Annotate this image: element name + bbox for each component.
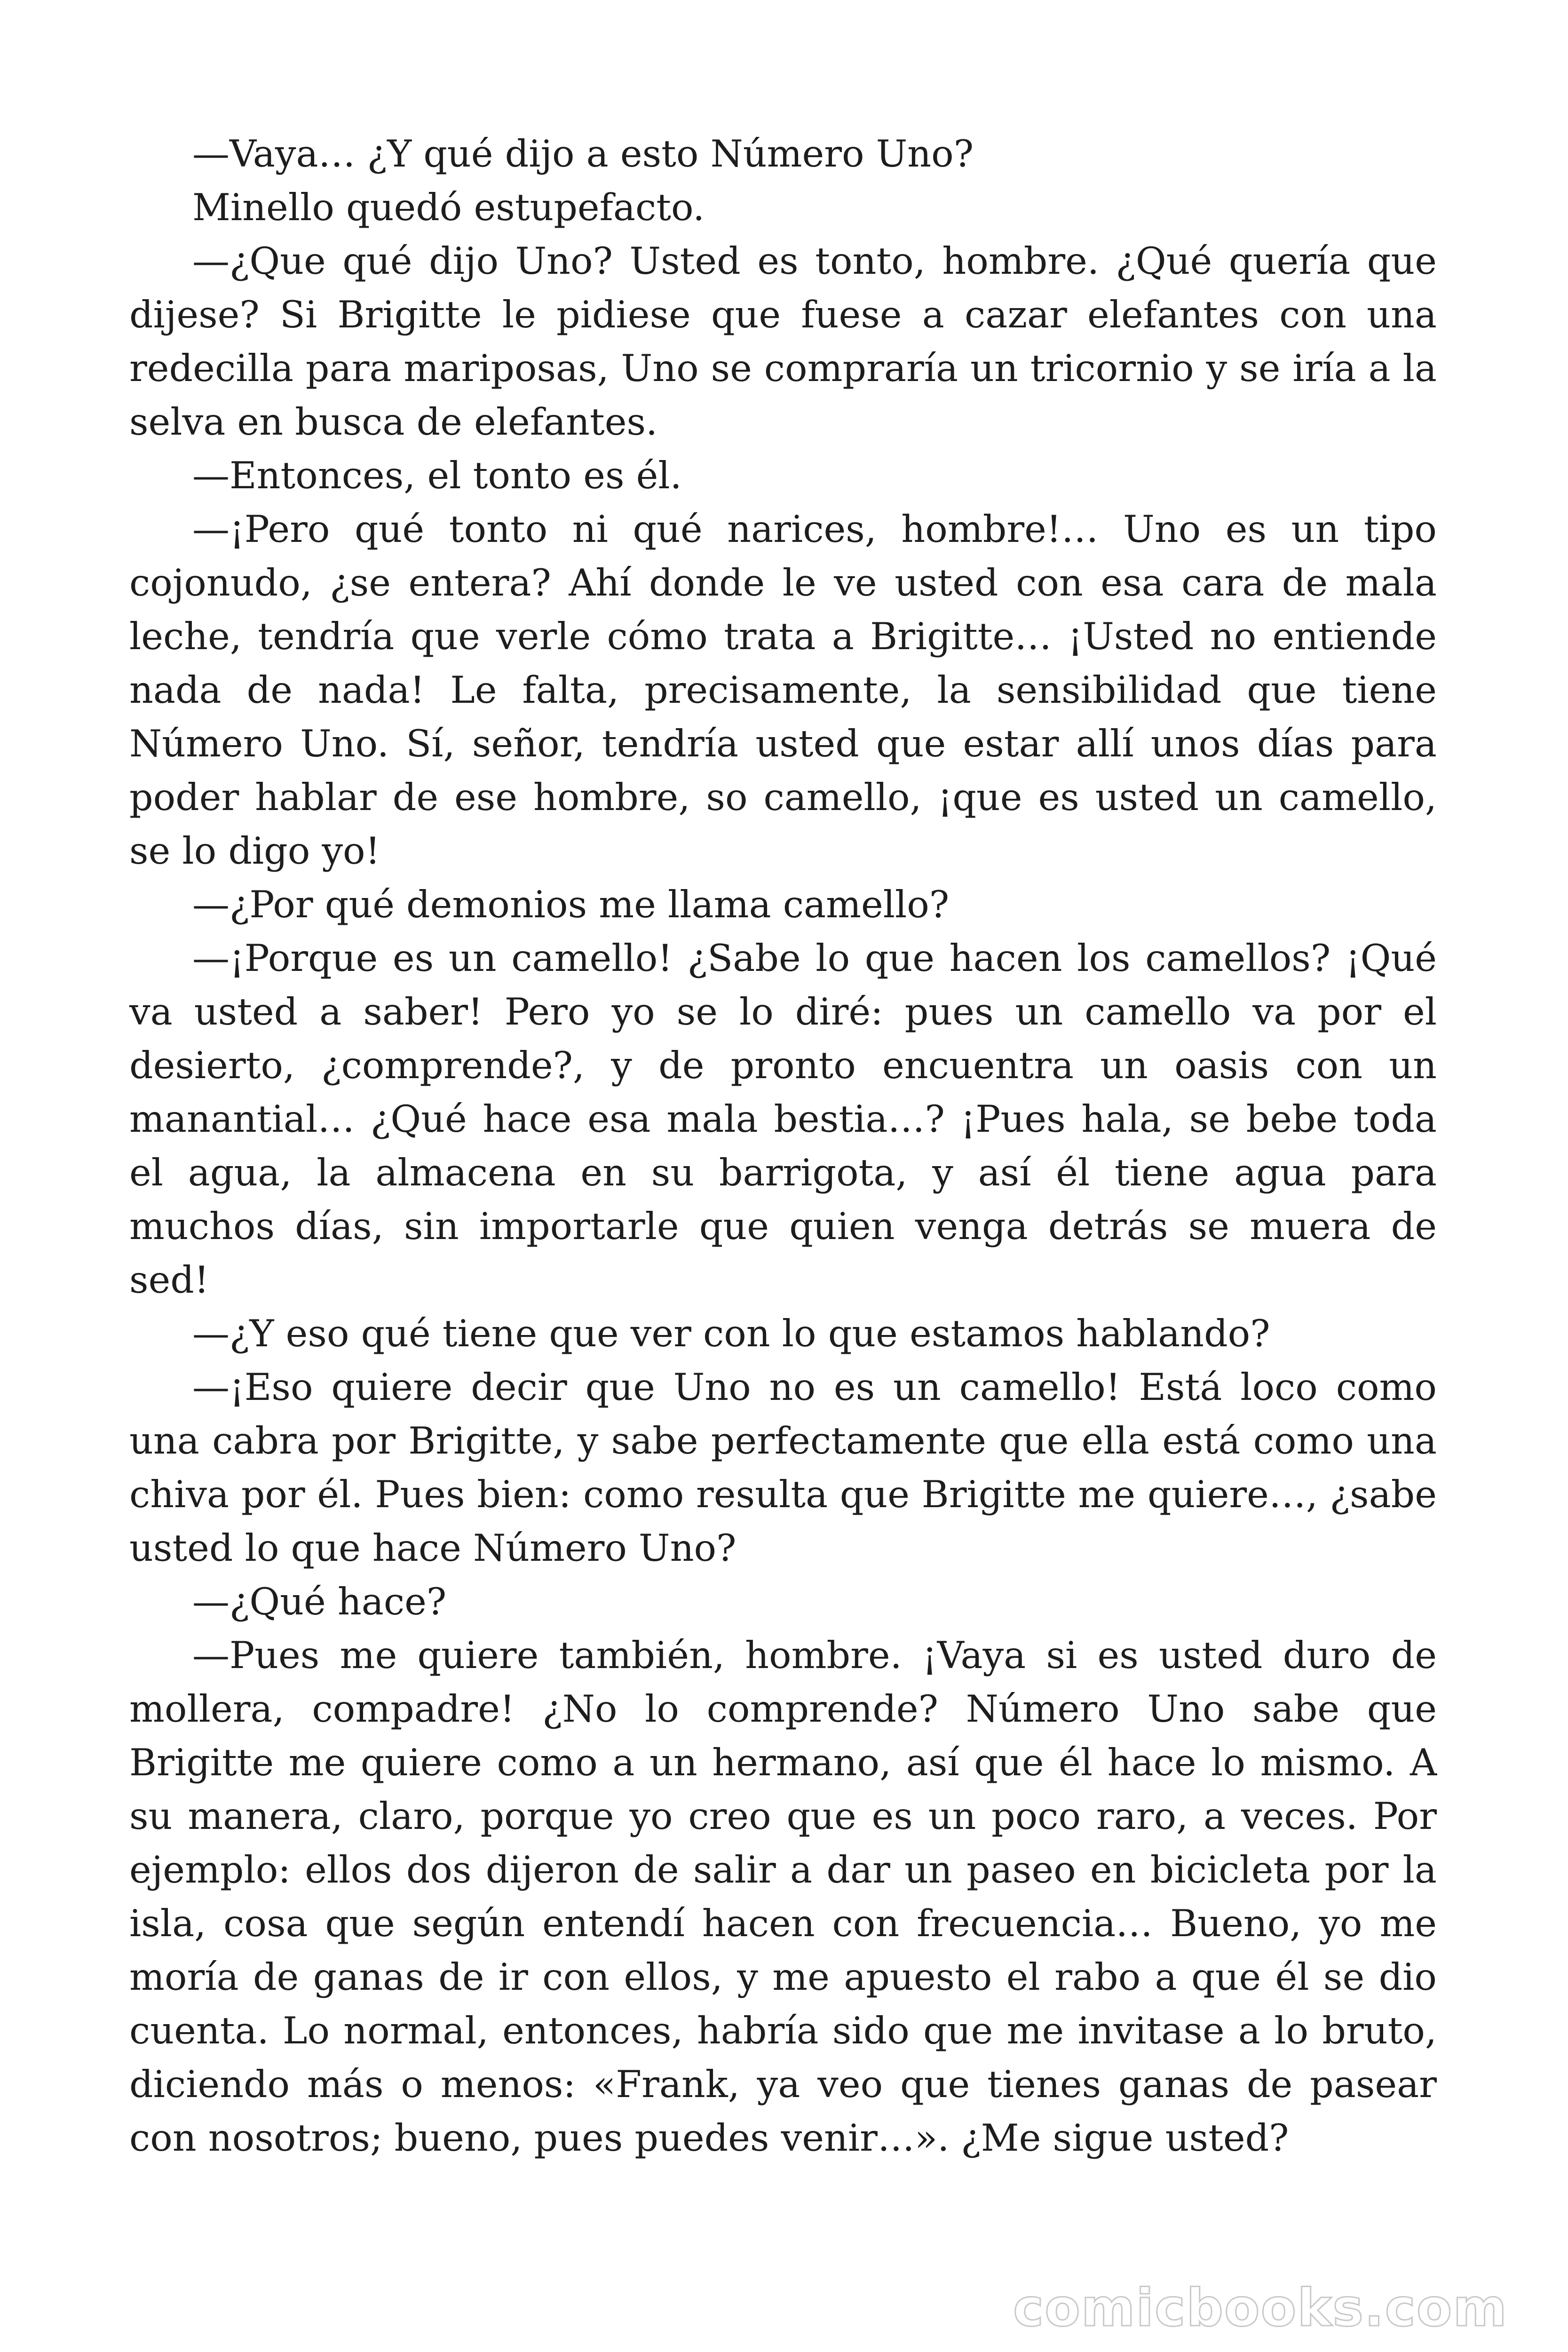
paragraph: —¿Que qué dijo Uno? Usted es tonto, hombre. ¿Qué quería que dijese? Si Brigitte le pidiese que fuese a cazar elefantes con una redecilla para mariposas, Uno se compraría un tricornio y se iría a la selva en busca de elefantes. — [129, 239, 1437, 444]
paragraph: —¡Porque es un camello! ¿Sabe lo que hacen los camellos? ¡Qué va usted a saber! Pero yo se lo diré: pues un camello va por el desierto, ¿comprende?, y de pronto encuentra un oasis con un manantial… ¿Qué hace esa mala bestia…? ¡Pues hala, se bebe toda el agua, la almacena en su barrigota, y así él tiene agua para muchos días, sin importarle que quien venga detrás se muera de sed! — [129, 937, 1437, 1302]
watermark: comicbooks.com — [1013, 2278, 1508, 2338]
paragraph: —¿Qué hace? — [192, 1580, 447, 1623]
paragraph: —Vaya… ¿Y qué dijo a esto Número Uno? — [192, 132, 974, 175]
paragraph: —¿Y eso qué tiene que ver con lo que estamos hablando? — [192, 1312, 1270, 1355]
paragraph: Minello quedó estupefacto. — [192, 186, 705, 229]
paragraph: —Entonces, el tonto es él. — [192, 454, 682, 497]
page-text — [129, 127, 1437, 2165]
paragraph: —¡Pero qué tonto ni qué narices, hombre!… Uno es un tipo cojonudo, ¿se entera? Ahí donde le ve usted con esa cara de mala leche, tendría que verle cómo trata a Brigitte… ¡Usted no entiende nada de nada! Le falta, precisamente, la sensibilidad que tiene Número Uno. Sí, señor, tendría usted que estar allí unos días para poder hablar de ese hombre, so camello, ¡que es usted un camello, se lo digo yo! — [129, 508, 1437, 873]
paragraph: —Pues me quiere también, hombre. ¡Vaya si es usted duro de mollera, compadre! ¿No lo comprende? Número Uno sabe que Brigitte me quiere como a un hermano, así que él hace lo mismo. A su manera, claro, porque yo creo que es un poco raro, a veces. Por ejemplo: ellos dos dijeron de salir a dar un paseo en bicicleta por la isla, cosa que según entendí hacen con frecuencia… Bueno, yo me moría de ganas de ir con ellos, y me apuesto el rabo a que él se dio cuenta. Lo normal, entonces, habría sido que me invitase a lo bruto, diciendo más o menos: «Frank, ya veo que tienes ganas de pasear con nosotros; bueno, pues puedes venir…». ¿Me sigue usted? — [129, 1634, 1437, 2160]
paragraph: —¿Por qué demonios me llama camello? — [192, 883, 950, 926]
paragraph: —¡Eso quiere decir que Uno no es un camello! Está loco como una cabra por Brigitte, y sabe perfectamente que ella está como una chiva por él. Pues bien: como resulta que Brigitte me quiere…, ¿sabe usted lo que hace Número Uno? — [129, 1366, 1437, 1570]
